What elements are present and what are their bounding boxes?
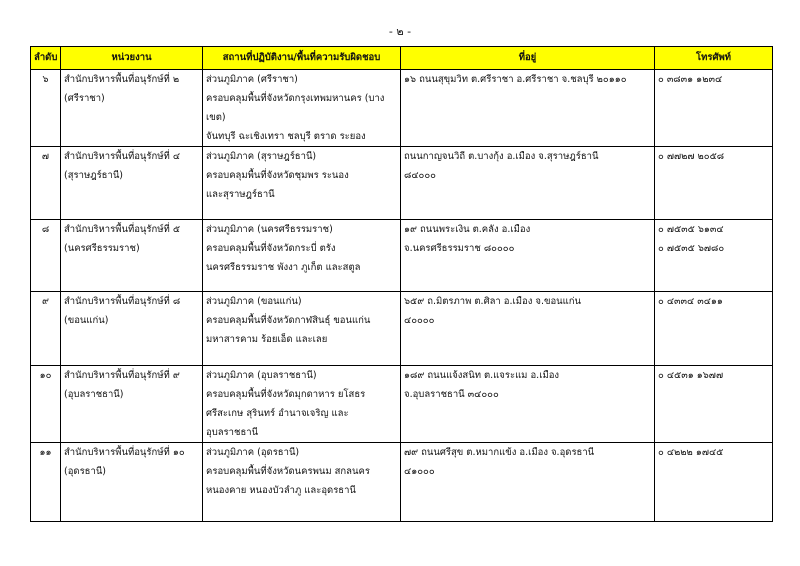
table-header-row — [31, 47, 773, 70]
row-phone — [655, 147, 773, 220]
row-no: ๖ — [31, 70, 61, 147]
address-line: จ.อุบลราชธานี ๓๔๐๐๐ — [404, 389, 499, 400]
address-line: ๖๕๙ ถ.มิตรภาพ ต.ศิลา อ.เมือง จ.ขอนแก่น — [404, 296, 582, 307]
row-area — [203, 292, 401, 366]
area-line: ส่วนภูมิภาค (นครศรีธรรมราช) — [206, 224, 333, 235]
table-row — [31, 147, 773, 220]
header-area: สถานที่ปฏิบัติงาน/พื้นที่ความรับผิดชอบ — [203, 47, 401, 70]
row-address — [401, 220, 655, 292]
row-agency — [61, 220, 203, 292]
row-agency — [61, 147, 203, 220]
row-area — [203, 443, 401, 522]
agency-line: สำนักบริหารพื้นที่อนุรักษ์ที่ ๑๐ — [64, 447, 185, 458]
area-line: ส่วนภูมิภาค (สุราษฎร์ธานี) — [206, 151, 317, 162]
area-line: ส่วนภูมิภาค (อุดรธานี) — [206, 447, 300, 458]
row-area — [203, 70, 401, 147]
area-line: หนองคาย หนองบัวลำภู และอุดรธานี — [206, 485, 356, 496]
phone-line: ๐ ๗๕๓๕ ๖๑๓๔ — [658, 224, 724, 235]
row-phone — [655, 443, 773, 522]
area-line: ครอบคลุมพื้นที่จังหวัดกรุงเทพมหานคร (บาง — [206, 93, 385, 104]
area-line: ส่วนภูมิภาค (ศรีราชา) — [206, 74, 298, 85]
area-line: อุบลราชธานี — [206, 427, 259, 438]
row-address — [401, 443, 655, 522]
area-line: ส่วนภูมิภาค (อุบลราชธานี) — [206, 370, 317, 381]
area-line: ส่วนภูมิภาค (ขอนแก่น) — [206, 296, 302, 307]
row-address — [401, 366, 655, 443]
phone-line: ๐ ๓๘๓๑ ๑๒๓๔ — [658, 74, 723, 85]
row-no: ๑๑ — [31, 443, 61, 522]
row-no: ๘ — [31, 220, 61, 292]
address-line: ๑๖ ถนนสุขุมวิท ต.ศรีราชา อ.ศรีราชา จ.ชลบุรี ๒๐๑๑๐ — [404, 74, 627, 85]
row-agency — [61, 366, 203, 443]
agency-line: (สุราษฎร์ธานี) — [64, 170, 124, 181]
phone-line: ๐ ๗๕๓๕ ๖๗๘๐ — [658, 243, 725, 254]
address-line: ๘๔๐๐๐ — [404, 170, 436, 181]
area-line: มหาสารคาม ร้อยเอ็ด และเลย — [206, 334, 328, 345]
area-line: และสุราษฎร์ธานี — [206, 189, 275, 200]
row-area — [203, 366, 401, 443]
address-line: ถนนกาญจนวิถี ต.บางกุ้ง อ.เมือง จ.สุราษฎร์ธานี — [404, 151, 599, 162]
phone-line: ๐ ๔๓๓๔ ๓๔๑๑ — [658, 296, 723, 307]
row-no: ๗ — [31, 147, 61, 220]
row-phone — [655, 220, 773, 292]
header-address: ที่อยู่ — [401, 47, 655, 70]
table-row — [31, 220, 773, 292]
table-row — [31, 366, 773, 443]
phone-line: ๐ ๗๗๒๗ ๒๐๕๘ — [658, 151, 725, 162]
agency-line: (อุดรธานี) — [64, 466, 107, 477]
header-no: ลำดับ — [31, 47, 61, 70]
row-area — [203, 147, 401, 220]
address-line: ๔๑๐๐๐ — [404, 466, 435, 477]
area-line: ครอบคลุมพื้นที่จังหวัดนครพนม สกลนคร — [206, 466, 370, 477]
area-line: จันทบุรี ฉะเชิงเทรา ชลบุรี ตราด ระยอง — [206, 131, 366, 142]
row-agency — [61, 292, 203, 366]
row-address — [401, 70, 655, 147]
area-line: นครศรีธรรมราช พังงา ภูเก็ต และสตูล — [206, 262, 361, 273]
agency-line: (นครศรีธรรมราช) — [64, 243, 140, 254]
area-line: ครอบคลุมพื้นที่จังหวัดมุกดาหาร ยโสธร — [206, 389, 366, 400]
agency-line: (ขอนแก่น) — [64, 315, 109, 326]
agency-line: (ศรีราชา) — [64, 93, 105, 104]
header-phone: โทรศัพท์ — [655, 47, 773, 70]
address-line: ๗๙ ถนนศรีสุข ต.หมากแข้ง อ.เมือง จ.อุดรธานี — [404, 447, 595, 458]
row-phone — [655, 70, 773, 147]
row-address — [401, 292, 655, 366]
table-row — [31, 292, 773, 366]
row-area — [203, 220, 401, 292]
agency-line: สำนักบริหารพื้นที่อนุรักษ์ที่ ๘ — [64, 296, 181, 307]
row-no: ๑๐ — [31, 366, 61, 443]
row-phone — [655, 366, 773, 443]
area-line: ครอบคลุมพื้นที่จังหวัดชุมพร ระนอง — [206, 170, 349, 181]
agency-table — [30, 46, 773, 522]
area-line: ครอบคลุมพื้นที่จังหวัดกระบี่ ตรัง — [206, 243, 336, 254]
row-agency — [61, 443, 203, 522]
page-number: - ๒ - — [388, 25, 412, 38]
area-line: ศรีสะเกษ สุรินทร์ อำนาจเจริญ และ — [206, 408, 349, 419]
table-row — [31, 70, 773, 147]
address-line: จ.นครศรีธรรมราช ๘๐๐๐๐ — [404, 243, 515, 254]
row-address — [401, 147, 655, 220]
agency-line: สำนักบริหารพื้นที่อนุรักษ์ที่ ๙ — [64, 370, 180, 381]
area-line: เขต) — [206, 112, 226, 123]
row-agency — [61, 70, 203, 147]
area-line: ครอบคลุมพื้นที่จังหวัดกาฬสินธุ์ ขอนแก่น — [206, 315, 371, 326]
agency-line: สำนักบริหารพื้นที่อนุรักษ์ที่ ๔ — [64, 151, 181, 162]
row-phone — [655, 292, 773, 366]
address-line: ๑๘๙ ถนนแจ้งสนิท ต.แจระแม อ.เมือง — [404, 370, 560, 381]
address-line: ๑๙ ถนนพระเงิน ต.คลัง อ.เมือง — [404, 224, 531, 235]
address-line: ๔๐๐๐๐ — [404, 315, 435, 326]
agency-line: (อุบลราชธานี) — [64, 389, 124, 400]
agency-line: สำนักบริหารพื้นที่อนุรักษ์ที่ ๒ — [64, 74, 180, 85]
header-agency: หน่วยงาน — [61, 47, 203, 70]
phone-line: ๐ ๔๒๒๒ ๑๗๔๕ — [658, 447, 724, 458]
table-row — [31, 443, 773, 522]
phone-line: ๐ ๔๕๓๑ ๑๖๗๗ — [658, 370, 724, 381]
row-no: ๙ — [31, 292, 61, 366]
agency-line: สำนักบริหารพื้นที่อนุรักษ์ที่ ๕ — [64, 224, 181, 235]
